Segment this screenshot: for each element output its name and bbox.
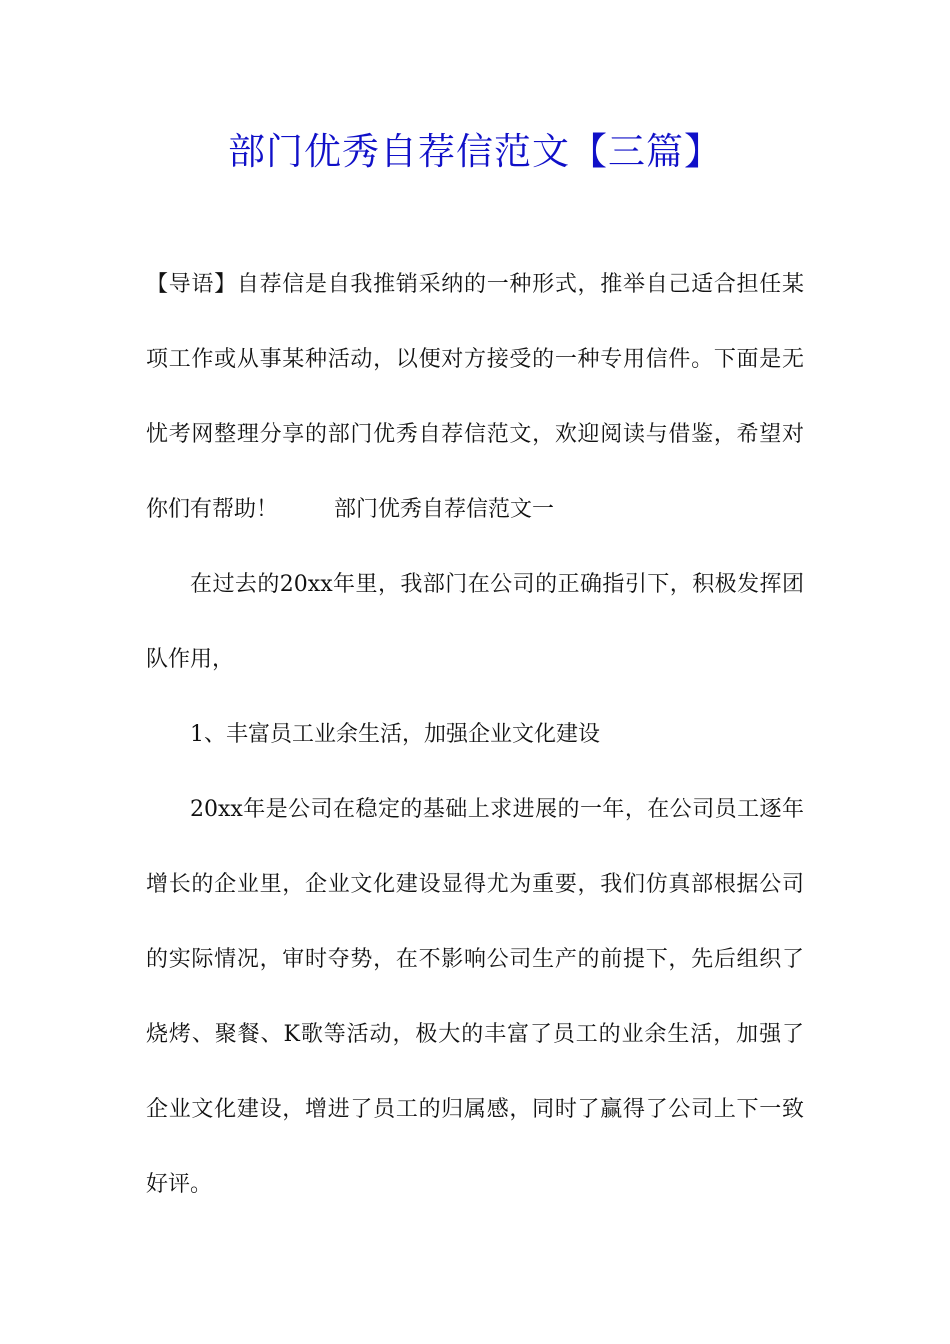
intro-line-1: 【导语】自荐信是自我推销采纳的一种形式，推举自己适合担任某 bbox=[146, 272, 804, 297]
para2-line-4: 烧烤、聚餐、K歌等活动，极大的丰富了员工的业余生活，加强了 bbox=[146, 1022, 804, 1047]
para1-line-2: 队作用， bbox=[146, 647, 235, 672]
para2-line-2: 增长的企业里，企业文化建设显得尤为重要，我们仿真部根据公司 bbox=[146, 872, 804, 897]
para2-line-1: 20xx年是公司在稳定的基础上求进展的一年，在公司员工逐年 bbox=[190, 797, 804, 822]
intro-line-4 bbox=[146, 495, 554, 525]
para2-line-5: 企业文化建设，增进了员工的归属感，同时了赢得了公司上下一致 bbox=[146, 1097, 804, 1122]
para2-line-3: 的实际情况，审时夺势，在不影响公司生产的前提下，先后组织了 bbox=[146, 947, 804, 972]
subheading-1: 1、丰富员工业余生活，加强企业文化建设 bbox=[190, 722, 600, 747]
para2-line-6: 好评。 bbox=[146, 1172, 213, 1197]
intro-closing-text: 你们有帮助！ bbox=[146, 497, 279, 522]
section-heading-1: 部门优秀自荐信范文一 bbox=[334, 497, 555, 522]
para1-line-1: 在过去的20xx年里，我部门在公司的正确指引下，积极发挥团 bbox=[190, 572, 804, 597]
intro-line-3: 忧考网整理分享的部门优秀自荐信范文，欢迎阅读与借鉴，希望对 bbox=[146, 422, 804, 447]
intro-line-2: 项工作或从事某种活动，以便对方接受的一种专用信件。下面是无 bbox=[146, 347, 804, 372]
document-title: 部门优秀自荐信范文【三篇】 bbox=[228, 130, 722, 173]
